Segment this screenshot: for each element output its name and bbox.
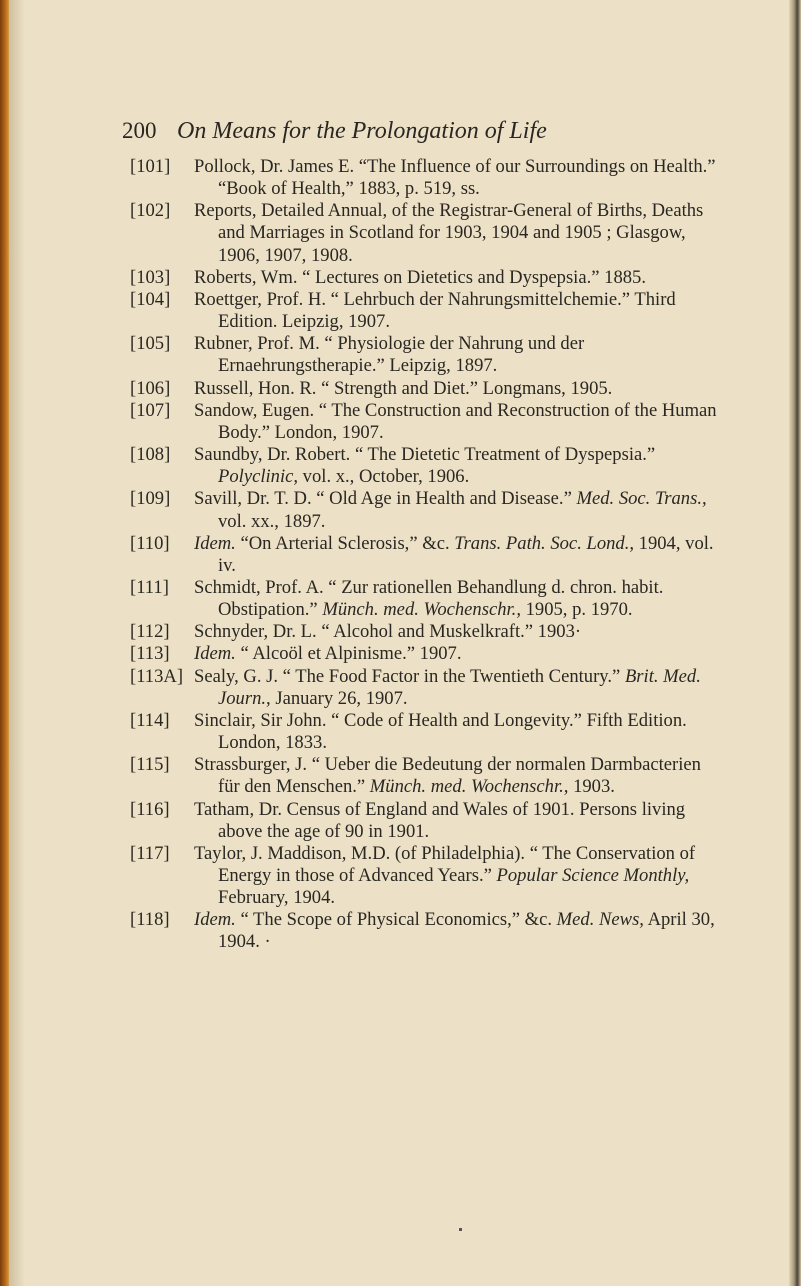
page-number: 200 (122, 118, 157, 143)
entry-text-segment: Schmidt, Prof. A. “ Zur rationellen Behandlung d. chron. habit. Obstipation.” (194, 576, 664, 621)
entry-text-segment: Rubner, Prof. M. “ Physiologie der Nahrung und der Ernaehrungstherapie.” Leipzig, 1897. (194, 333, 585, 377)
entry-citation-italic: Münch. med. Wochenschr., (322, 599, 521, 621)
entry-text-segment: February, 1904. (218, 887, 336, 909)
entry-citation-italic: Idem. (194, 532, 236, 554)
entry-text (194, 799, 720, 843)
bibliography-entry (130, 533, 720, 577)
bibliography-entry (130, 488, 720, 532)
entry-text (194, 754, 720, 798)
entry-text (194, 643, 720, 665)
bibliography-entry (130, 643, 720, 665)
entry-text (194, 621, 720, 643)
entry-text-segment: vol. xx., 1897. (218, 510, 326, 532)
entry-citation-italic: Münch. med. Wochenschr., (369, 776, 569, 798)
bibliography-entry (130, 267, 720, 289)
entry-number: [113A] (130, 665, 184, 687)
entry-text-segment: Sandow, Eugen. “ The Construction and Reconstruction of the Human Body.” London, 1907. (194, 399, 717, 443)
entry-citation-italic: Idem. (194, 643, 236, 665)
bibliography-entry (130, 200, 720, 266)
entry-text-segment: January 26, 1907. (270, 687, 408, 709)
entry-text (194, 200, 720, 266)
bibliography-entry (130, 156, 720, 200)
entry-number: [116] (130, 798, 170, 820)
entry-number: [115] (130, 754, 170, 776)
entry-text-segment: “On Arterial Sclerosis,” &c. (235, 532, 455, 554)
bibliography-entry (130, 577, 720, 621)
stray-mark (459, 1228, 462, 1231)
bibliography-entry (130, 621, 720, 643)
bibliography-entry (130, 378, 720, 400)
entry-text (194, 533, 720, 577)
entry-text-segment: Sealy, G. J. “ The Food Factor in the Twentieth Century.” (194, 665, 625, 687)
bibliography-entry (130, 400, 720, 444)
entry-number: [105] (130, 333, 171, 355)
entry-citation-italic: Med. News, (556, 909, 644, 931)
bibliography-entry (130, 843, 720, 909)
page-edge-left (0, 0, 9, 1286)
entry-citation-italic: Trans. Path. Soc. Lond., (454, 532, 635, 554)
entry-text (194, 267, 720, 289)
bibliography-entry (130, 909, 720, 953)
entry-text-segment: Roberts, Wm. “ Lectures on Dietetics and Dyspepsia.” 1885. (194, 266, 646, 288)
page-header (122, 118, 682, 152)
page-edge-right (789, 0, 801, 1286)
entry-text (194, 843, 720, 909)
entry-number: [118] (130, 909, 170, 931)
entry-text (194, 333, 720, 377)
entry-text (194, 909, 720, 953)
entry-citation-italic: Popular Science Monthly, (496, 865, 690, 886)
entry-number: [112] (130, 621, 170, 643)
entry-text-segment: “ The Scope of Physical Economics,” &c. (235, 909, 557, 931)
entry-text-segment: Reports, Detailed Annual, of the Registrar-General of Births, Deaths and Marriages in Scotland for 1903, 1904 and 1905 ; Glasgow, 1906, 1907, 1908. (194, 200, 704, 266)
entry-text (194, 378, 720, 400)
entry-text-segment: 1903. (568, 776, 615, 798)
bibliography-entry (130, 754, 720, 798)
bibliography-list (130, 156, 720, 954)
entry-number: [109] (130, 488, 171, 510)
bibliography-entry (130, 799, 720, 843)
entry-number: [114] (130, 709, 170, 731)
entry-text (194, 289, 720, 333)
running-title: On Means for the Prolongation of Life (177, 118, 547, 144)
entry-number: [107] (130, 399, 171, 421)
entry-text (194, 577, 720, 621)
entry-text-segment: 1905, p. 1970. (520, 599, 633, 621)
entry-citation-italic: Idem. (194, 909, 236, 931)
entry-text-segment: Sinclair, Sir John. “ Code of Health and Longevity.” Fifth Edition. London, 1833. (194, 709, 687, 754)
entry-number: [111] (130, 576, 169, 598)
entry-text-segment: “ Alcoöl et Alpinisme.” 1907. (235, 643, 462, 665)
entry-number: [108] (130, 444, 171, 466)
entry-text-segment: Russell, Hon. R. “ Strength and Diet.” Longmans, 1905. (194, 377, 613, 399)
entry-citation-italic: Polyclinic, (218, 466, 299, 488)
page-gutter-shadow (9, 0, 25, 1286)
entry-text-segment: vol. x., October, 1906. (298, 466, 470, 488)
bibliography-entry (130, 289, 720, 333)
entry-number: [117] (130, 842, 170, 864)
bibliography-entry (130, 666, 720, 710)
entry-text-segment: Savill, Dr. T. D. “ Old Age in Health and Disease.” (194, 488, 577, 510)
entry-citation-italic: Med. Soc. Trans., (576, 488, 707, 510)
entry-text-segment: Taylor, J. Maddison, M.D. (of Philadelphia). “ The Conservation of Energy in those of Advanced Years.” (194, 842, 696, 886)
entry-text (194, 444, 720, 488)
bibliography-entry (130, 710, 720, 754)
entry-number: [103] (130, 266, 171, 288)
entry-number: [110] (130, 532, 170, 554)
entry-text-segment: Pollock, Dr. James E. “The Influence of our Surroundings on Health.” “Book of Health,” 1883, p. 519, ss. (194, 156, 716, 200)
entry-number: [113] (130, 643, 170, 665)
entry-text (194, 400, 720, 444)
entry-citation-italic: Brit. Med. Journ., (218, 665, 701, 709)
entry-text-segment: Strassburger, J. “ Ueber die Bedeutung der normalen Darmbacterien für den Menschen.” (194, 754, 701, 798)
entry-text-segment: Roettger, Prof. H. “ Lehrbuch der Nahrungsmittelchemie.” Third Edition. Leipzig, 1907. (194, 288, 676, 333)
bibliography-entry (130, 444, 720, 488)
entry-text-segment: Tatham, Dr. Census of England and Wales of 1901. Persons living above the age of 90 in 1901. (194, 798, 686, 842)
entry-text (194, 488, 720, 532)
entry-number: [106] (130, 377, 171, 399)
entry-text (194, 666, 720, 710)
entry-number: [104] (130, 288, 171, 310)
entry-text-segment: Schnyder, Dr. L. “ Alcohol and Muskelkraft.” 1903· (194, 621, 582, 643)
entry-number: [102] (130, 200, 171, 222)
entry-text (194, 710, 720, 754)
entry-text-segment: April 30, 1904. · (218, 909, 715, 953)
entry-text (194, 156, 720, 200)
entry-number: [101] (130, 156, 171, 177)
bibliography-entry (130, 333, 720, 377)
entry-text-segment: 1904, vol. iv. (218, 532, 714, 576)
entry-text-segment: Saundby, Dr. Robert. “ The Dietetic Treatment of Dyspepsia.” (194, 444, 656, 466)
